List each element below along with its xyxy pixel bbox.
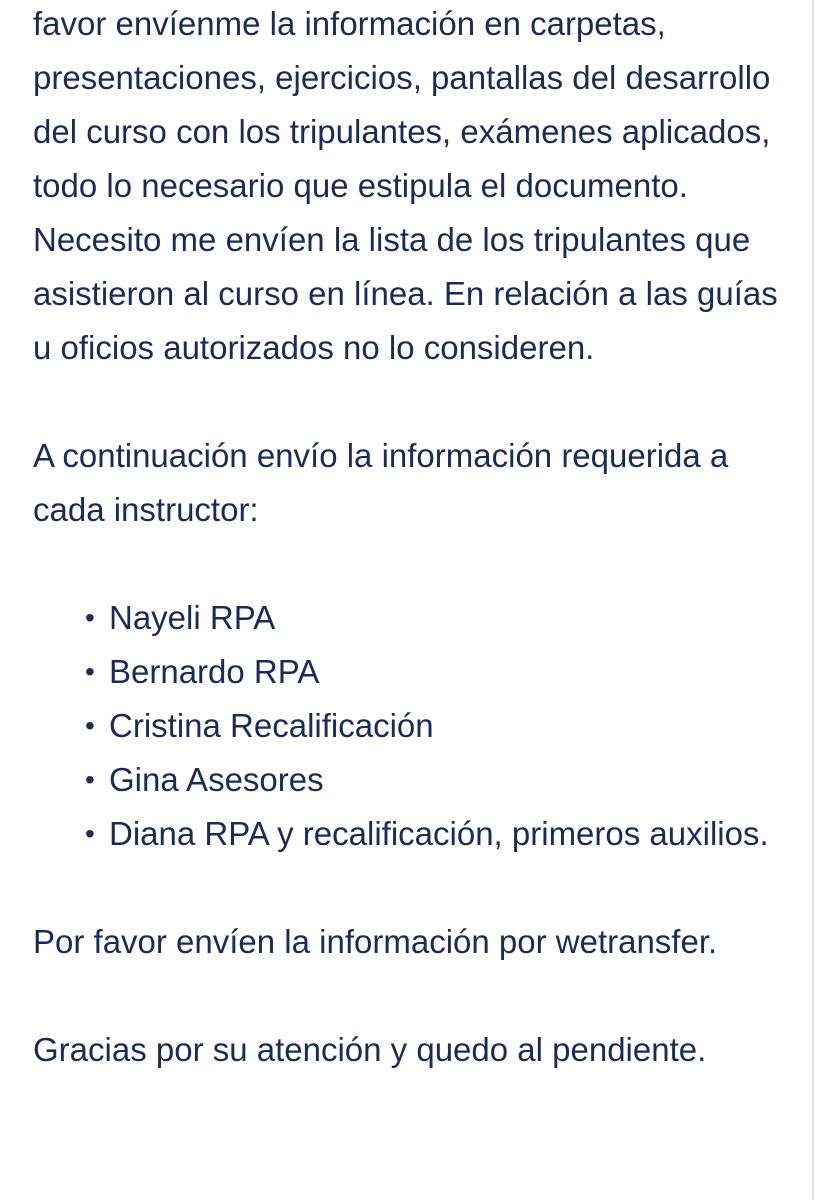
instructor-name: Bernardo RPA <box>109 653 320 690</box>
bullet-icon: • <box>85 818 95 849</box>
list-item <box>77 807 793 861</box>
list-item <box>77 645 793 699</box>
instructor-name: Diana RPA y recalificación, primeros auxilios. <box>109 815 769 852</box>
instructor-name: Gina Asesores <box>109 761 324 798</box>
bullet-icon: • <box>85 710 95 741</box>
message-paragraph-4: Gracias por su atención y quedo al pendiente. <box>33 1031 707 1068</box>
bullet-icon: • <box>85 764 95 795</box>
instructor-name: Nayeli RPA <box>109 599 276 636</box>
bullet-icon: • <box>85 656 95 687</box>
message-paragraph-2: A continuación envío la información requerida a cada instructor: <box>33 437 729 528</box>
email-message <box>33 0 793 1077</box>
list-item <box>77 753 793 807</box>
bullet-icon: • <box>85 602 95 633</box>
message-paragraph-1: favor envíenme la información en carpetas, presentaciones, ejercicios, pantallas del desarrollo del curso con los tripulantes, exámenes aplicados, todo lo necesario que estipula el documento. Necesito me envíen la lista de los tripulantes que asistieron al curso en línea. En relación a las guías u oficios autorizados no lo consideren. <box>33 5 778 366</box>
list-item <box>77 591 793 645</box>
instructor-name: Cristina Recalificación <box>109 707 434 744</box>
list-item <box>77 699 793 753</box>
message-paragraph-3: Por favor envíen la información por wetransfer. <box>33 923 718 960</box>
instructor-list <box>33 591 793 861</box>
